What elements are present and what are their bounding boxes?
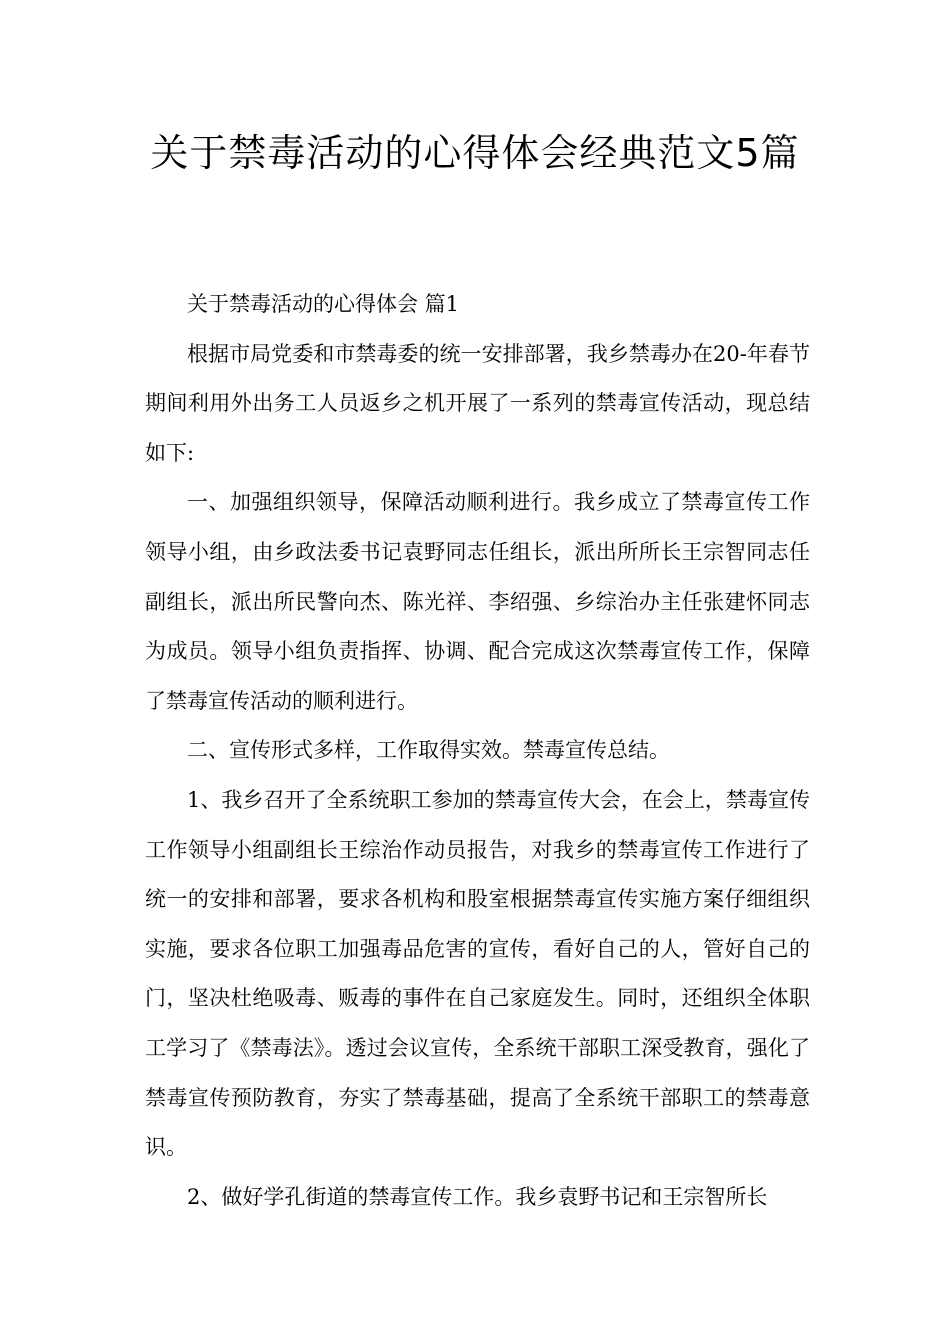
paragraph-street-work: 2、做好学孔街道的禁毒宣传工作。我乡袁野书记和王宗智所长 xyxy=(187,1184,768,1209)
paragraph-intro: 根据市局党委和市禁毒委的统一安排部署，我乡禁毒办在20-年春节期间利用外出务工人员返乡之机开展了一系列的禁毒宣传活动，现总结如下: xyxy=(145,341,810,465)
document-body xyxy=(145,280,810,1222)
paragraph-organization: 一、加强组织领导，保障活动顺利进行。我乡成立了禁毒宣传工作领导小组，由乡政法委书记袁野同志任组长，派出所所长王宗智同志任副组长，派出所民警向杰、陈光祥、李绍强、乡综治办主任张建怀同志为成员。领导小组负责指挥、协调、配合完成这次禁毒宣传工作，保障了禁毒宣传活动的顺利进行。 xyxy=(145,490,810,713)
paragraph-meeting: 1、我乡召开了全系统职工参加的禁毒宣传大会，在会上，禁毒宣传工作领导小组副组长王综治作动员报告，对我乡的禁毒宣传工作进行了统一的安排和部署，要求各机构和股室根据禁毒宣传实施方案仔细组织实施，要求各位职工加强毒品危害的宣传，看好自己的人，管好自己的门，坚决杜绝吸毒、贩毒的事件在自己家庭发生。同时，还组织全体职工学习了《禁毒法》。透过会议宣传，全系统干部职工深受教育，强化了禁毒宣传预防教育，夯实了禁毒基础，提高了全系统干部职工的禁毒意识。 xyxy=(145,787,810,1160)
paragraph-publicity-forms: 二、宣传形式多样，工作取得实效。禁毒宣传总结。 xyxy=(187,738,670,763)
section-heading: 关于禁毒活动的心得体会 篇1 xyxy=(187,292,460,316)
document-title: 关于禁毒活动的心得体会经典范文5篇 xyxy=(150,131,800,175)
